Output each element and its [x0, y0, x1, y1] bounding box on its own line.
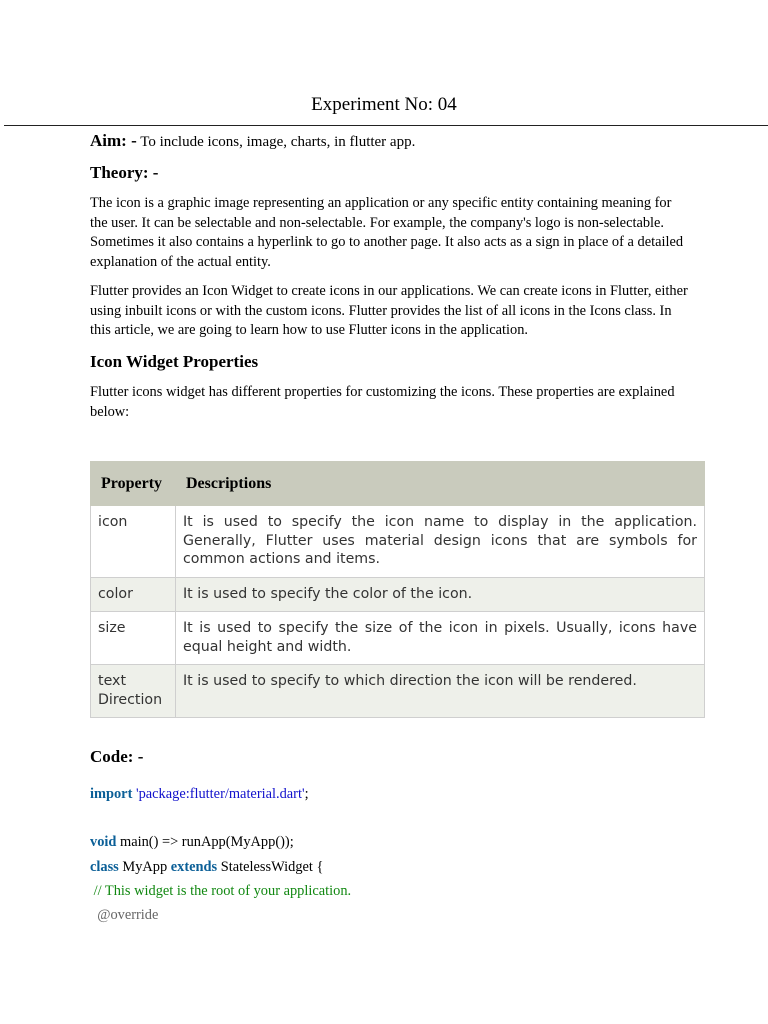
code-text: StatelessWidget {	[217, 859, 324, 875]
code-keyword: extends	[170, 859, 218, 875]
header-descriptions: Descriptions	[176, 462, 705, 506]
table-header-row	[91, 462, 705, 506]
aim-line	[90, 131, 690, 151]
code-line-class	[90, 859, 323, 876]
cell-description: It is used to specify the size of the icon in pixels. Usually, icons have equal height and width.	[176, 612, 705, 665]
properties-table	[90, 461, 705, 718]
icon-widget-intro: Flutter icons widget has different properties for customizing the icons. These properties are explained below:	[90, 384, 675, 420]
code-string: 'package:flutter/material.dart'	[132, 786, 305, 802]
code-text: main() => runApp(MyApp());	[116, 834, 294, 850]
code-keyword: class	[90, 859, 119, 875]
cell-description: It is used to specify the color of the icon.	[176, 577, 705, 612]
cell-description: It is used to specify the icon name to display in the application. Generally, Flutter uses material design icons that are symbols for common actions and items.	[176, 506, 705, 578]
header-property: Property	[91, 462, 176, 506]
icon-widget-heading: Icon Widget Properties	[90, 352, 259, 371]
code-line-comment: // This widget is the root of your application.	[90, 883, 352, 899]
cell-description: It is used to specify to which direction the icon will be rendered.	[176, 665, 705, 718]
theory-heading: Theory: -	[90, 163, 159, 182]
code-heading: Code: -	[90, 747, 144, 766]
cell-property: size	[91, 612, 176, 665]
theory-paragraph-2: Flutter provides an Icon Widget to create icons in our applications. We can create icons in Flutter, either using inbuilt icons or with the custom icons. Flutter provides the list of all icons in the Icons class. In this article, we are going to learn how to use Flutter icons in the application.	[90, 283, 688, 339]
code-line-annotation: @override	[90, 907, 159, 923]
cell-property: text Direction	[91, 665, 176, 718]
page-title: Experiment No: 04	[311, 94, 457, 115]
code-text: MyApp	[118, 859, 171, 875]
title-rule	[4, 125, 768, 126]
aim-text: To include icons, image, charts, in flutter app.	[136, 134, 416, 150]
code-keyword: void	[90, 834, 117, 850]
table-row	[91, 506, 705, 578]
code-text: ;	[304, 786, 309, 802]
cell-property: icon	[91, 506, 176, 578]
table-row	[91, 612, 705, 665]
theory-paragraph-1: The icon is a graphic image representing an application or any specific entity containing meaning for the user. It can be selectable and non-selectable. For example, the company's logo is non-selectable. Sometimes it also contains a hyperlink to go to another page. It also acts as a sign in place of a detailed explanation of the actual entity.	[90, 195, 684, 270]
code-line-main	[90, 834, 294, 851]
table-row	[91, 577, 705, 612]
code-keyword: import	[90, 786, 133, 802]
cell-property: color	[91, 577, 176, 612]
aim-label: Aim: -	[90, 131, 137, 150]
code-line-import	[90, 786, 309, 803]
table-row	[91, 665, 705, 718]
